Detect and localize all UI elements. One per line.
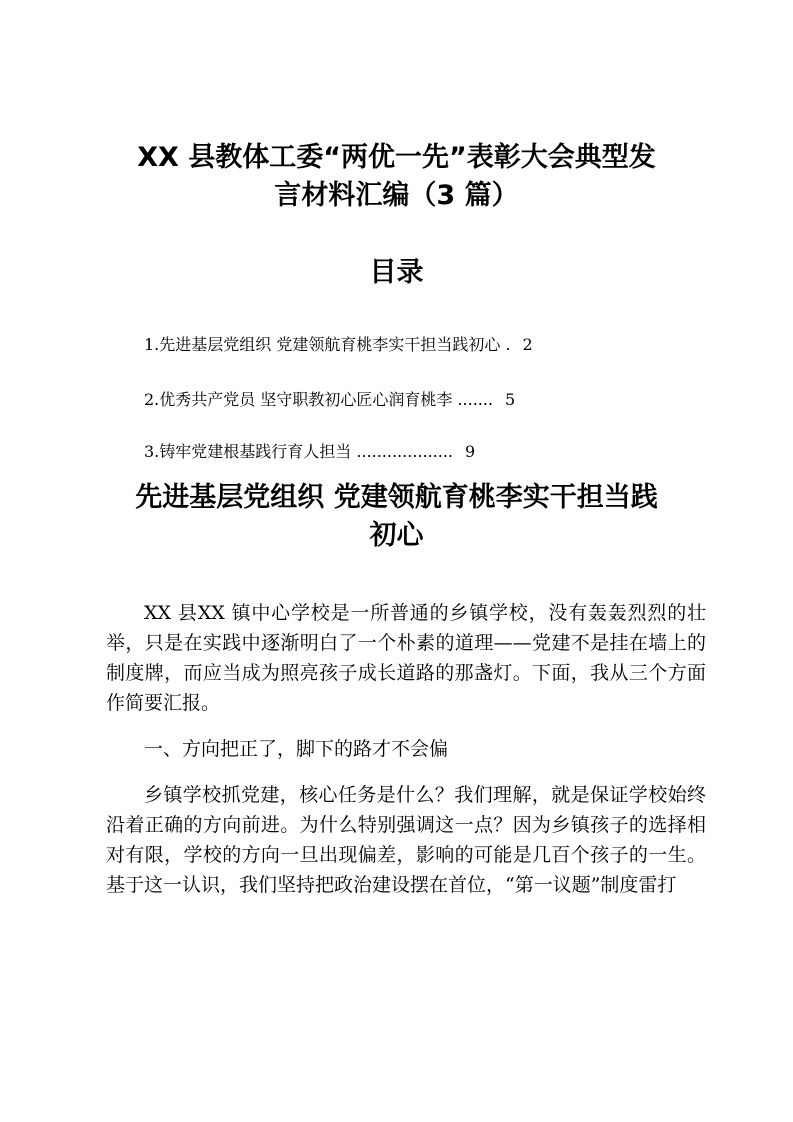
toc-item-label: 3.铸牢党建根基践行育人担当 bbox=[144, 442, 352, 461]
toc-item-leader: ................... bbox=[351, 442, 453, 461]
document-title-line-2: 言材料汇编（3 篇） bbox=[274, 180, 519, 211]
section-title-line-1: 先进基层党组织 党建领航育桃李实干担当践 bbox=[135, 482, 658, 513]
paragraph-body: 乡镇学校抓党建，核心任务是什么？我们理解，就是保证学校始终沿着正确的方向前进。为什么特别强调这一点？因为乡镇孩子的选择相对有限，学校的方向一旦出现偏差，影响的可能是几百个孩子的一生。基于这一认识，我们坚持把政治建设摆在首位，“第一议题”制度雷打 bbox=[106, 784, 706, 896]
toc-item-leader: ....... bbox=[452, 390, 494, 409]
paragraph-subheading: 一、方向把正了，脚下的路才不会偏 bbox=[144, 738, 449, 760]
toc-item-leader: . bbox=[500, 335, 511, 354]
paragraph-intro: XX 县XX 镇中心学校是一所普通的乡镇学校，没有轰轰烈烈的壮举，只是在实践中逐渐明白了一个朴素的道理——党建不是挂在墙上的制度牌，而应当成为照亮孩子成长道路的那盏灯。下面，我从三个方面作简要汇报。 bbox=[106, 602, 706, 714]
document-title-line-1: XX 县教体工委“两优一先”表彰大会典型发 bbox=[137, 142, 656, 173]
toc-item-1[interactable] bbox=[144, 334, 533, 356]
body-text bbox=[106, 598, 706, 900]
section-title-line-2: 初心 bbox=[369, 520, 424, 551]
toc-item-page: 5 bbox=[505, 390, 516, 409]
document-title bbox=[100, 139, 693, 215]
toc-item-label: 1.先进基层党组织 党建领航育桃李实干担当践初心 bbox=[144, 335, 501, 354]
section-title bbox=[100, 479, 693, 555]
toc-item-label: 2.优秀共产党员 坚守职教初心匠心润育桃李 bbox=[144, 390, 453, 409]
toc-heading: 目录 bbox=[369, 257, 424, 288]
toc-item-page: 2 bbox=[522, 335, 533, 354]
toc-item-page: 9 bbox=[465, 442, 476, 461]
toc-item-3[interactable] bbox=[144, 441, 475, 463]
toc-item-2[interactable] bbox=[144, 389, 515, 411]
